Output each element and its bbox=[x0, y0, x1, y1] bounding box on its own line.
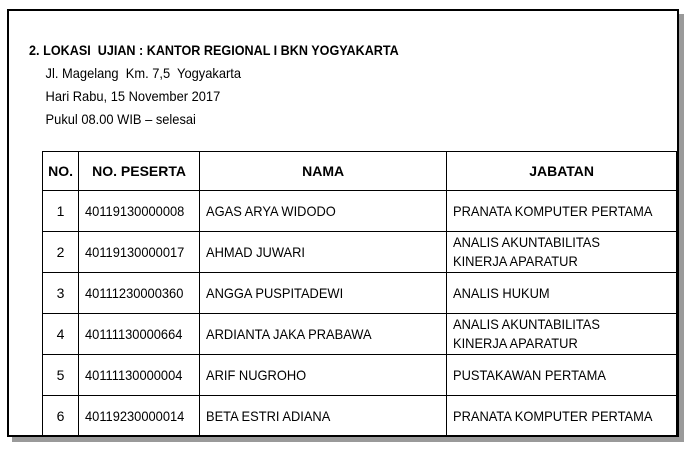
cell-nama bbox=[200, 232, 447, 273]
position-line: ANALIS AKUNTABILITAS bbox=[453, 234, 601, 250]
cell-no: 5 bbox=[43, 355, 79, 396]
participant-name: BETA ESTRI ADIANA bbox=[206, 408, 331, 424]
position-line: ANALIS HUKUM bbox=[453, 284, 550, 301]
exam-time: Pukul 08.00 WIB – selesai bbox=[45, 111, 196, 127]
exam-date: Hari Rabu, 15 November 2017 bbox=[45, 88, 221, 104]
cell-no-peserta bbox=[79, 355, 200, 396]
cell-no: 1 bbox=[43, 191, 79, 232]
column-header-jabatan: JABATAN bbox=[447, 152, 677, 191]
participant-table bbox=[42, 151, 677, 437]
position-line: PRANATA KOMPUTER PERTAMA bbox=[453, 202, 653, 219]
table-row bbox=[43, 355, 677, 396]
cell-no-peserta bbox=[79, 273, 200, 314]
participant-number: 40119130000008 bbox=[85, 203, 185, 219]
cell-nama bbox=[200, 314, 447, 355]
position-line: PRANATA KOMPUTER PERTAMA bbox=[453, 407, 653, 424]
exam-location-header bbox=[29, 39, 444, 131]
cell-no-peserta bbox=[79, 191, 200, 232]
cell-nama bbox=[200, 273, 447, 314]
participant-name: ARDIANTA JAKA PRABAWA bbox=[206, 326, 372, 342]
table-row bbox=[43, 396, 677, 437]
participant-name: AGAS ARYA WIDODO bbox=[206, 203, 336, 219]
table-row bbox=[43, 191, 677, 232]
table-row bbox=[43, 314, 677, 355]
column-header-no: NO. bbox=[43, 152, 79, 191]
participant-number: 40111230000360 bbox=[85, 285, 184, 301]
cell-no: 3 bbox=[43, 273, 79, 314]
participant-number: 40111130000664 bbox=[85, 326, 183, 342]
participant-number: 40111130000004 bbox=[85, 367, 183, 383]
location-address: Jl. Magelang Km. 7,5 Yogyakarta bbox=[45, 65, 242, 81]
cell-jabatan bbox=[447, 355, 677, 396]
table-body bbox=[43, 191, 677, 437]
table-row bbox=[43, 273, 677, 314]
table-row bbox=[43, 232, 677, 273]
document-frame bbox=[7, 9, 679, 437]
table-header-row bbox=[43, 152, 677, 191]
cell-jabatan bbox=[447, 232, 677, 273]
position-line: KINERJA APARATUR bbox=[453, 253, 578, 269]
participant-number: 40119230000014 bbox=[85, 408, 185, 424]
participant-name: AHMAD JUWARI bbox=[206, 244, 306, 260]
position-line: PUSTAKAWAN PERTAMA bbox=[453, 366, 607, 383]
location-title bbox=[29, 39, 402, 62]
location-title-text: LOKASI UJIAN : KANTOR REGIONAL I BKN YOGYAKARTA bbox=[43, 42, 399, 58]
participant-name: ANGGA PUSPITADEWI bbox=[206, 285, 344, 301]
cell-jabatan bbox=[447, 273, 677, 314]
cell-jabatan bbox=[447, 314, 677, 355]
position-line: ANALIS AKUNTABILITAS bbox=[453, 316, 601, 332]
participant-name: ARIF NUGROHO bbox=[206, 367, 307, 383]
cell-no-peserta bbox=[79, 232, 200, 273]
cell-nama bbox=[200, 355, 447, 396]
cell-nama bbox=[200, 191, 447, 232]
cell-no: 4 bbox=[43, 314, 79, 355]
cell-no-peserta bbox=[79, 396, 200, 437]
cell-no-peserta bbox=[79, 314, 200, 355]
column-header-no-peserta: NO. PESERTA bbox=[79, 152, 200, 191]
cell-jabatan bbox=[447, 396, 677, 437]
cell-no: 2 bbox=[43, 232, 79, 273]
column-header-nama: NAMA bbox=[200, 152, 447, 191]
participant-number: 40119130000017 bbox=[85, 244, 185, 260]
cell-nama bbox=[200, 396, 447, 437]
position-line: KINERJA APARATUR bbox=[453, 335, 578, 351]
section-number: 2. bbox=[29, 42, 40, 58]
cell-no: 6 bbox=[43, 396, 79, 437]
cell-jabatan bbox=[447, 191, 677, 232]
